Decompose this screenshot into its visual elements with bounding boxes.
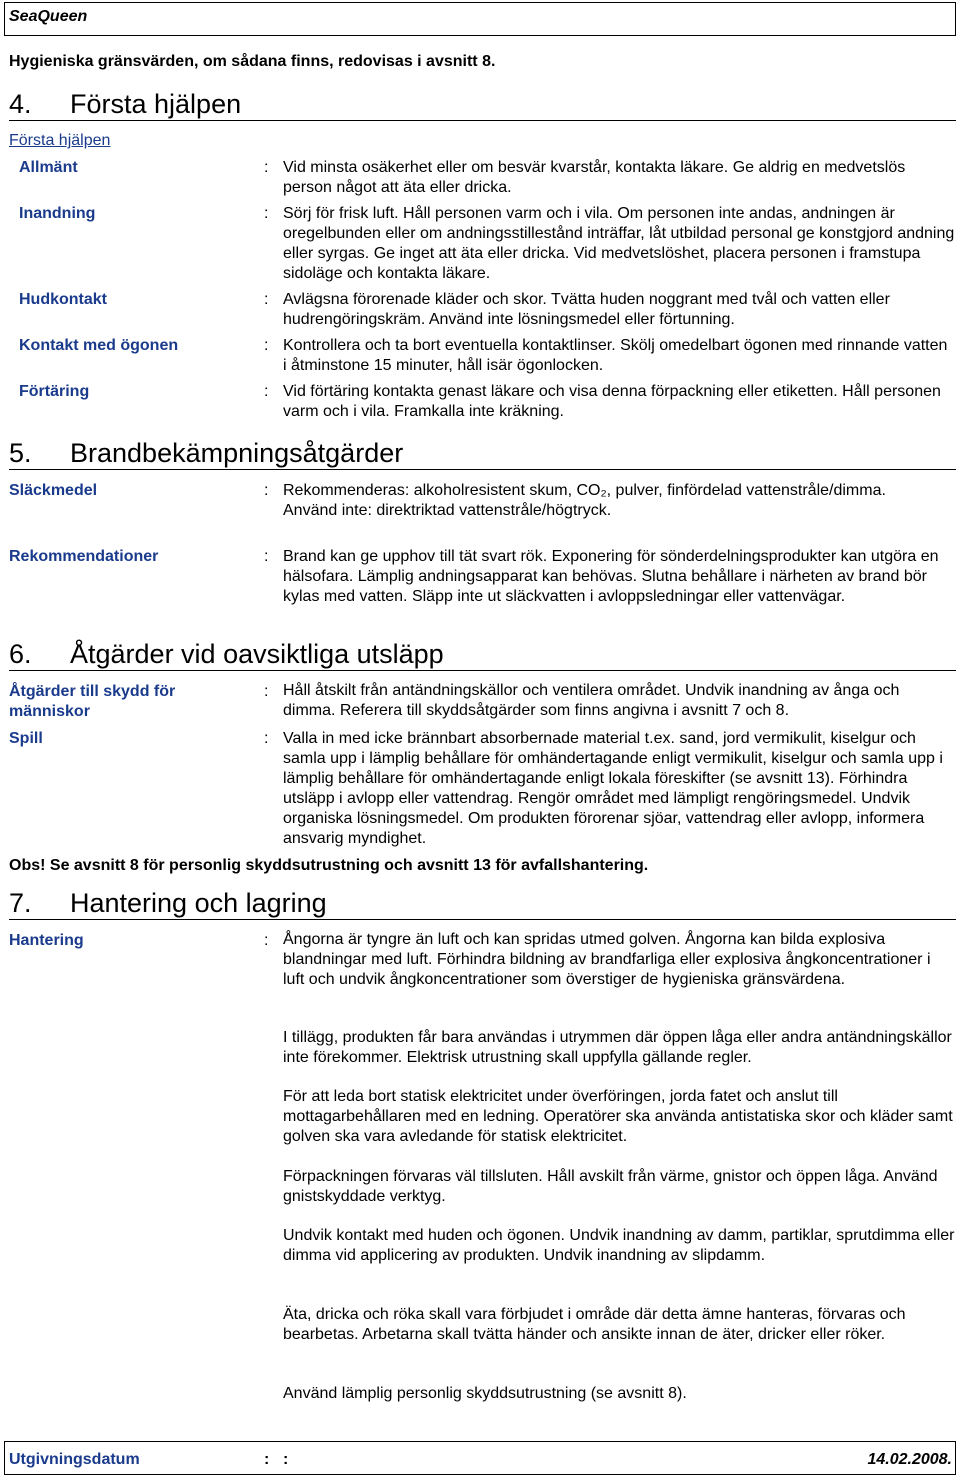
label-atgarder-till-skydd: Åtgärder till skydd för människor [9, 683, 176, 720]
colon: : [264, 337, 269, 354]
text-atgarder-till-skydd: Håll åtskilt från antändningskällor och ventilera området. Undvik inandning av ånga och dimma. Referera till skyddsåtgärder som finns angivna i avsnitt 7 och 8. [283, 682, 900, 719]
brand-name: SeaQueen [9, 8, 88, 25]
section-6-number: 6. [9, 639, 32, 669]
colon: : [264, 205, 269, 222]
text-slackmedel [283, 481, 955, 521]
text-hantering-p2: I tillägg, produkten får bara användas i utrymmen där öppen låga eller andra antändningskällor inte förekommer. Elektrisk utrustning skall uppfylla gällande regler. [283, 1029, 952, 1066]
label-allmant: Allmänt [19, 159, 78, 176]
section-4-number: 4. [9, 89, 32, 119]
header-box [4, 2, 956, 36]
text-kontakt-med-ogonen: Kontrollera och ta bort eventuella kontaktlinser. Skölj omedelbart ögonen med rinnande vatten i åtminstone 15 minuter, håll isär ögonlocken. [283, 337, 948, 374]
label-hantering: Hantering [9, 932, 84, 949]
label-inandning: Inandning [19, 205, 96, 222]
text-hantering-p1: Ångorna är tyngre än luft och kan spridas utmed golven. Ångorna kan bilda explosiva blandningar med luft. Förhindra bildning av brandfarliga eller explosiva ångkoncentrationer i luft och undvik ångkoncentrationer som överstiger de hygieniska gränsvärdena. [283, 931, 931, 988]
label-rekommendationer: Rekommendationer [9, 548, 159, 565]
obs-note: Obs! Se avsnitt 8 för personlig skyddsutrustning och avsnitt 13 för avfallshantering. [9, 857, 649, 874]
text-hantering-p3: För att leda bort statisk elektricitet under överföringen, jorda fatet och anslut till mottagarbehållaren med en ledning. Operatörer ska använda antistatiska skor och kläder samt golven ska vara avledande för statisk elektricitet. [283, 1088, 953, 1145]
section-4-subheading: Första hjälpen [9, 132, 111, 149]
text-slackmedel-line-1: Rekommenderas: alkoholresistent skum, CO₂, pulver, finfördelad vattenstråle/dimma. [283, 482, 886, 499]
label-spill: Spill [9, 730, 43, 747]
section-7-title-text: Hantering och lagring [70, 888, 327, 918]
colon: : [264, 932, 269, 949]
colon: : [264, 383, 269, 400]
colon: : [264, 291, 269, 308]
label-hudkontakt: Hudkontakt [19, 291, 107, 308]
section-7-number: 7. [9, 888, 32, 918]
section-5-title-text: Brandbekämpningsåtgärder [70, 438, 404, 468]
label-kontakt-med-ogonen: Kontakt med ögonen [19, 337, 179, 354]
section-6-title [9, 638, 956, 671]
footer-colon-2: : [283, 1451, 289, 1468]
label-fortaring: Förtäring [19, 383, 90, 400]
section-5-title [9, 437, 956, 470]
text-hantering-p4: Förpackningen förvaras väl tillsluten. Håll avskilt från värme, gnistor och öppen låga. Använd gnistskyddade verktyg. [283, 1168, 938, 1205]
footer-date: 14.02.2008. [867, 1451, 952, 1468]
intro-note: Hygieniska gränsvärden, om sådana finns, redovisas i avsnitt 8. [9, 53, 496, 70]
text-slackmedel-line-2: Använd inte: direktriktad vattenstråle/högtryck. [283, 502, 612, 519]
colon: : [264, 548, 269, 565]
footer-colon-1: : [264, 1451, 270, 1468]
text-hantering-p6: Äta, dricka och röka skall vara förbjudet i område där detta ämne hanteras, förvaras och bearbetas. Arbetarna skall tvätta händer och ansikte innan de äter, dricker eller röker. [283, 1306, 906, 1343]
colon: : [264, 482, 269, 499]
text-inandning: Sörj för frisk luft. Håll personen varm och i vila. Om personen inte andas, andningen är oregelbunden eller om andningsstillestånd inträffar, låt utbildad personal ge konstgjord andning eller syrgas. Ge inget att äta eller dricka. Vid medvetslöshet, placera personen i framstupa sidoläge och kontakta läkare. [283, 205, 955, 282]
footer-box [4, 1441, 956, 1475]
colon: : [264, 730, 269, 747]
text-hudkontakt: Avlägsna förorenade kläder och skor. Tvätta huden noggrant med tvål och vatten eller hudrengöringskräm. Använd inte lösningsmedel eller förtunning. [283, 291, 890, 328]
text-spill: Valla in med icke brännbart absorbernade material t.ex. sand, jord vermikulit, kiselgur och samla upp i lämplig behållare för omhändertagande enligt vermikulit, kiselgur och samla upp i lämplig behållare för omhändertagande enligt lokala föreskifter (se avsnitt 13). Förhindra utsläpp i avlopp eller vattendrag. Rengör området med lämpligt rengöringsmedel. Undvik organiska lösningsmedel. Om produkten förorenar sjöar, vattendrag eller avlopp, informera ansvarig myndighet. [283, 730, 943, 847]
colon: : [264, 159, 269, 176]
section-4-title-text: Första hjälpen [70, 89, 242, 119]
section-6-title-text: Åtgärder vid oavsiktliga utsläpp [70, 639, 444, 669]
text-hantering-p7: Använd lämplig personlig skyddsutrustning (se avsnitt 8). [283, 1385, 687, 1402]
text-hantering-p5: Undvik kontakt med huden och ögonen. Undvik inandning av damm, partiklar, sprutdimma eller dimma vid applicering av produkten. Undvik inandning av slipdamm. [283, 1227, 955, 1264]
text-rekommendationer: Brand kan ge upphov till tät svart rök. Exponering för sönderdelningsprodukter kan utgöra en hälsofara. Lämplig andningsapparat kan behövas. Slutna behållare i närheten av brand bör kylas med vatten. Släpp inte ut släckvatten i avloppsledningar eller vattenvägar. [283, 548, 939, 605]
text-allmant: Vid minsta osäkerhet eller om besvär kvarstår, kontakta läkare. Ge aldrig en medvetslös person något att äta eller dricka. [283, 159, 906, 196]
text-fortaring: Vid förtäring kontakta genast läkare och visa denna förpackning eller etiketten. Håll personen varm och i vila. Framkalla inte kräkning. [283, 383, 941, 420]
label-slackmedel: Släckmedel [9, 482, 98, 499]
section-4-title [9, 88, 956, 121]
footer-label: Utgivningsdatum [9, 1451, 140, 1468]
colon: : [264, 683, 269, 700]
section-5-number: 5. [9, 438, 32, 468]
section-7-title [9, 887, 956, 920]
